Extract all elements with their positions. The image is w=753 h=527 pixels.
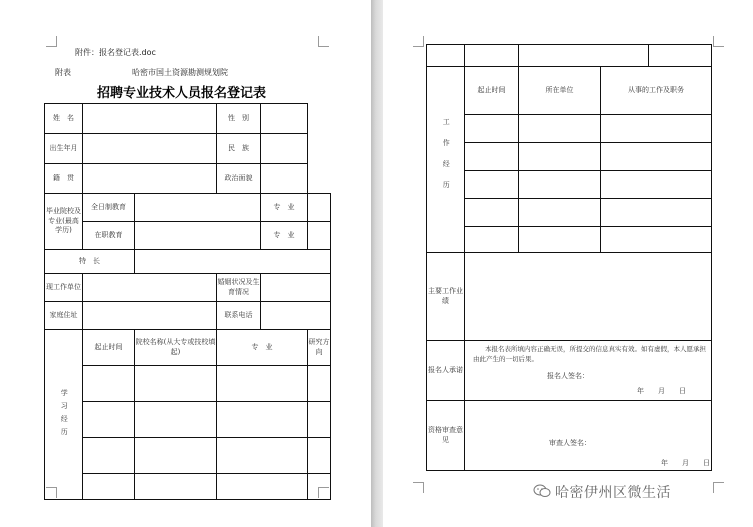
phone-label: 联系电话 bbox=[217, 302, 261, 330]
top-cell[interactable] bbox=[519, 45, 649, 67]
study-cell[interactable] bbox=[135, 438, 217, 474]
achievements-label: 主要工作业绩 bbox=[427, 253, 465, 341]
top-cell[interactable] bbox=[649, 45, 712, 67]
gender-field[interactable] bbox=[261, 104, 308, 134]
work-time-header: 起止时间 bbox=[465, 67, 519, 115]
name-label: 姓 名 bbox=[45, 104, 83, 134]
photo-area bbox=[308, 104, 331, 194]
work-cell[interactable] bbox=[465, 227, 519, 253]
edu-school-label: 毕业院校及专业(最高学历) bbox=[45, 194, 83, 250]
major2-label: 专 业 bbox=[261, 222, 308, 250]
major-label: 专 业 bbox=[261, 194, 308, 222]
inservice-edu-label: 在职教育 bbox=[83, 222, 135, 250]
political-status-label: 政治面貌 bbox=[217, 164, 261, 194]
study-cell[interactable] bbox=[308, 366, 331, 402]
left-page bbox=[0, 0, 371, 527]
work-cell[interactable] bbox=[465, 115, 519, 143]
name-field[interactable] bbox=[83, 104, 217, 134]
study-cell[interactable] bbox=[83, 438, 135, 474]
achievements-field[interactable] bbox=[465, 253, 712, 341]
marital-status-label: 婚姻状况及生育情况 bbox=[217, 274, 261, 302]
study-cell[interactable] bbox=[83, 402, 135, 438]
right-page bbox=[383, 0, 753, 527]
employer-header: 所在单位 bbox=[519, 67, 601, 115]
study-cell[interactable] bbox=[217, 438, 308, 474]
phone-field[interactable] bbox=[261, 302, 331, 330]
study-cell[interactable] bbox=[308, 474, 331, 500]
work-cell[interactable] bbox=[465, 143, 519, 171]
work-cell[interactable] bbox=[465, 171, 519, 199]
study-history-label: 学习经历 bbox=[45, 330, 83, 500]
crop-mark bbox=[318, 36, 329, 47]
work-cell[interactable] bbox=[519, 171, 601, 199]
crop-mark bbox=[413, 36, 424, 47]
watermark-text: 哈密伊州区微生活 bbox=[555, 485, 671, 501]
registration-form-table-continued bbox=[426, 44, 712, 471]
wechat-icon bbox=[533, 484, 551, 498]
fulltime-edu-field[interactable] bbox=[135, 194, 261, 222]
review-date: 年 月 日 bbox=[661, 459, 710, 467]
attachment-label: 附件：报名登记表.doc bbox=[75, 48, 156, 57]
top-cell[interactable] bbox=[427, 45, 465, 67]
crop-mark bbox=[713, 36, 724, 47]
study-cell[interactable] bbox=[135, 366, 217, 402]
work-cell[interactable] bbox=[519, 227, 601, 253]
inservice-edu-field[interactable] bbox=[135, 222, 261, 250]
study-cell[interactable] bbox=[217, 366, 308, 402]
specialty-label: 特 长 bbox=[45, 250, 135, 274]
major2-field[interactable] bbox=[308, 222, 331, 250]
commitment-date: 年 月 日 bbox=[637, 387, 686, 395]
gender-label: 性 别 bbox=[217, 104, 261, 134]
school-name-header: 院校名称(从大专或技校填起) bbox=[135, 330, 217, 366]
work-cell[interactable] bbox=[519, 143, 601, 171]
review-label: 资格审查意见 bbox=[427, 401, 465, 471]
study-cell[interactable] bbox=[217, 402, 308, 438]
native-place-field[interactable] bbox=[83, 164, 217, 194]
work-cell[interactable] bbox=[601, 143, 712, 171]
specialty-field[interactable] bbox=[135, 250, 331, 274]
research-direction-header: 研究方向 bbox=[308, 330, 331, 366]
political-status-field[interactable] bbox=[261, 164, 308, 194]
fulltime-edu-label: 全日制教育 bbox=[83, 194, 135, 222]
commitment-label: 报名人承诺 bbox=[427, 341, 465, 401]
home-address-label: 家庭住址 bbox=[45, 302, 83, 330]
work-cell[interactable] bbox=[519, 115, 601, 143]
ethnicity-label: 民 族 bbox=[217, 134, 261, 164]
study-cell[interactable] bbox=[83, 474, 135, 500]
job-duties-header: 从事的工作及职务 bbox=[601, 67, 712, 115]
commitment-cell bbox=[465, 341, 712, 401]
birth-date-field[interactable] bbox=[83, 134, 217, 164]
work-cell[interactable] bbox=[601, 115, 712, 143]
review-cell bbox=[465, 401, 712, 471]
top-cell[interactable] bbox=[465, 45, 519, 67]
appendix-label: 附表 bbox=[55, 68, 71, 77]
work-cell[interactable] bbox=[519, 199, 601, 227]
work-cell[interactable] bbox=[601, 199, 712, 227]
page-divider bbox=[371, 0, 383, 527]
study-cell[interactable] bbox=[135, 474, 217, 500]
form-title: 招聘专业技术人员报名登记表 bbox=[97, 86, 267, 101]
crop-mark bbox=[46, 36, 57, 47]
applicant-signature-label: 报名人签名： bbox=[547, 372, 589, 380]
study-cell[interactable] bbox=[308, 438, 331, 474]
current-employer-field[interactable] bbox=[83, 274, 217, 302]
native-place-label: 籍 贯 bbox=[45, 164, 83, 194]
study-cell[interactable] bbox=[308, 402, 331, 438]
commitment-text: 本报名表所填内容正确无误，所提交的信息真实有效。如有虚假，本人愿承担由此产生的一切后果。 bbox=[473, 345, 706, 363]
work-cell[interactable] bbox=[465, 199, 519, 227]
registration-form-table bbox=[44, 103, 331, 500]
ethnicity-field[interactable] bbox=[261, 134, 308, 164]
start-end-time-header: 起止时间 bbox=[83, 330, 135, 366]
crop-mark bbox=[413, 482, 424, 493]
study-cell[interactable] bbox=[217, 474, 308, 500]
major-field[interactable] bbox=[308, 194, 331, 222]
home-address-field[interactable] bbox=[83, 302, 217, 330]
crop-mark bbox=[713, 482, 724, 493]
study-cell[interactable] bbox=[135, 402, 217, 438]
study-major-header: 专 业 bbox=[217, 330, 308, 366]
birth-date-label: 出生年月 bbox=[45, 134, 83, 164]
current-employer-label: 现工作单位 bbox=[45, 274, 83, 302]
institute-name: 哈密市国土资源勘测规划院 bbox=[132, 68, 228, 77]
study-cell[interactable] bbox=[83, 366, 135, 402]
reviewer-signature-label: 审查人签名： bbox=[549, 439, 591, 447]
marital-status-field[interactable] bbox=[261, 274, 331, 302]
work-cell[interactable] bbox=[601, 227, 712, 253]
work-cell[interactable] bbox=[601, 171, 712, 199]
work-history-label: 工作经历 bbox=[427, 67, 465, 253]
